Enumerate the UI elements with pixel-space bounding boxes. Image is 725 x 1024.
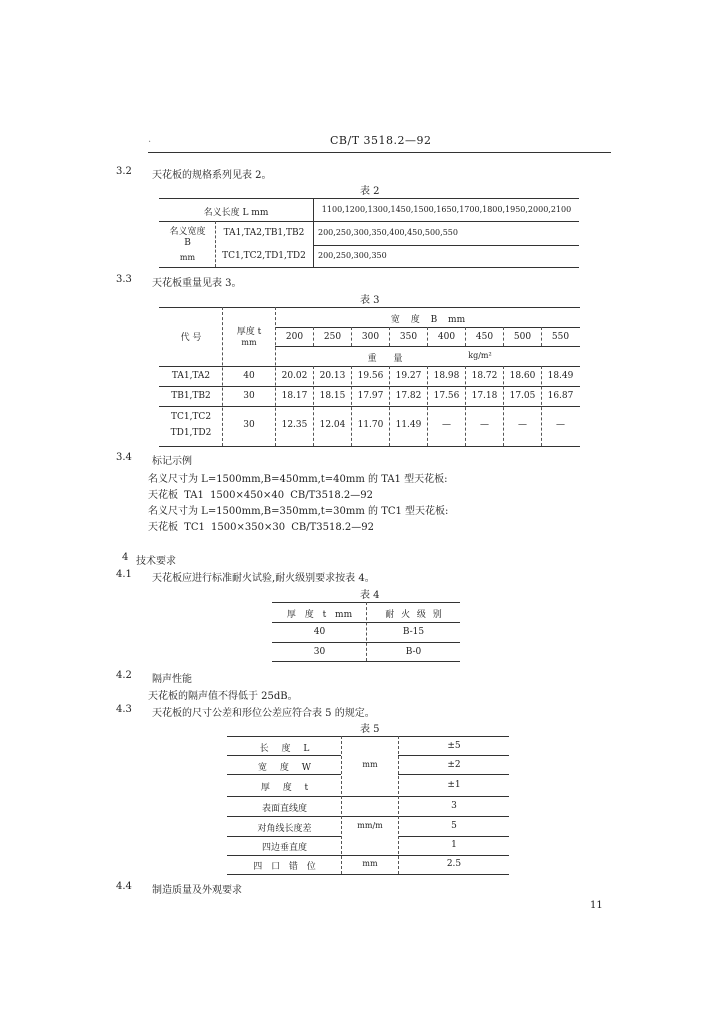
table-5-row3-label: 厚 度 t <box>260 783 309 793</box>
table-3-row3-v4: 11.49 <box>395 420 422 430</box>
table-3-row2-v4: 17.82 <box>395 391 422 401</box>
marking-example-1: 名义尺寸为 L=1500mm,B=450mm,t=40mm 的 TA1 型天花板: <box>148 474 448 485</box>
table-3-row3-v8: — <box>556 420 565 430</box>
table-5-unit-mm-c: mm <box>362 859 378 868</box>
page-number: 11 <box>590 900 603 911</box>
clause-4-4-text: 制造质量及外观要求 <box>152 885 242 896</box>
header-rule <box>148 152 611 153</box>
table-5-row7-label: 四 口 错 位 <box>253 862 316 872</box>
table-3-row2-v6: 17.18 <box>471 391 498 401</box>
table-2-values-c: 200,250,300,350 <box>318 251 387 260</box>
table-3-row3-v1: 12.35 <box>281 420 308 430</box>
table-3-row1-v1: 20.02 <box>281 371 308 381</box>
section-4-number: 4 <box>122 552 129 563</box>
table-3-row1-code: TA1,TA2 <box>171 371 211 381</box>
clause-3-4-title: 标记示例 <box>152 456 192 467</box>
table-3-width-1: 200 <box>285 332 304 342</box>
page-tick: · <box>148 137 152 148</box>
table-5-unit-mm-per-m: mm/m <box>357 821 383 830</box>
table-3-row3-code-a: TC1,TC2 <box>170 412 212 422</box>
table-3-row1-v4: 19.27 <box>395 371 422 381</box>
table-5-row2-value: ±2 <box>447 760 461 770</box>
table-3-row3-v5: — <box>442 420 451 430</box>
table-3-thickness-header: 厚度 t <box>236 327 262 337</box>
table-3-width-3: 300 <box>361 332 380 342</box>
table-4-caption: 表 4 <box>360 590 380 601</box>
table-3-width-8: 550 <box>551 332 570 342</box>
table-3-row2-v1: 18.17 <box>281 391 308 401</box>
table-2-width-unit: mm <box>179 253 196 262</box>
table-4-row2-grade: B-0 <box>405 647 422 657</box>
table-5-row2-label: 宽 度 W <box>258 763 311 773</box>
clause-4-2-text: 天花板的隔声值不得低于 25dB。 <box>148 691 298 702</box>
table-5-row7-value: 2.5 <box>446 859 462 869</box>
table-3-row2-v8: 16.87 <box>547 391 574 401</box>
table-5-row6-value: 1 <box>451 840 457 850</box>
table-5-row1-label: 长 度 L <box>259 744 310 754</box>
table-3-row3-code-b: TD1,TD2 <box>170 428 212 438</box>
table-3-row2-thickness: 30 <box>243 391 255 401</box>
table-2-length-label: 名义长度 L mm <box>203 208 269 218</box>
table-3-caption: 表 3 <box>360 295 380 306</box>
table-2-width-label: 名义宽度 <box>169 227 206 237</box>
table-2-width-symbol: B <box>184 238 191 248</box>
clause-3-4-number: 3.4 <box>116 452 132 463</box>
table-3-width-5: 400 <box>437 332 456 342</box>
clause-3-3-number: 3.3 <box>116 274 132 285</box>
table-5-row1-value: ±5 <box>447 741 461 751</box>
table-4-row1-thickness: 40 <box>313 627 326 637</box>
table-4-row2-thickness: 30 <box>313 647 326 657</box>
clause-3-2-text: 天花板的规格系列见表 2。 <box>152 170 272 181</box>
clause-4-1-number: 4.1 <box>116 569 132 580</box>
table-2-type-c: TC1,TC2,TD1,TD2 <box>222 251 306 261</box>
standard-number: CB/T 3518.2—92 <box>330 134 432 147</box>
table-3-width-header: 宽 度 B mm <box>390 315 466 325</box>
marking-example-3: 名义尺寸为 L=1500mm,B=350mm,t=30mm 的 TC1 型天花板: <box>148 506 449 517</box>
table-5-row4-label: 表面直线度 <box>261 804 307 814</box>
table-5-row5-label: 对角线长度差 <box>257 824 312 834</box>
marking-example-4: 天花板 TC1 1500×350×30 CB/T3518.2—92 <box>148 522 374 533</box>
table-3-thickness-unit: mm <box>241 338 257 347</box>
clause-4-4-number: 4.4 <box>116 881 132 892</box>
section-4-title: 技术要求 <box>136 556 176 567</box>
table-4-grade-header: 耐 火 级 别 <box>385 610 442 620</box>
table-3-row3-v3: 11.70 <box>357 420 384 430</box>
table-2-type-a: TA1,TA2,TB1,TB2 <box>223 228 305 238</box>
marking-example-2: 天花板 TA1 1500×450×40 CB/T3518.2—92 <box>148 490 374 501</box>
table-3-row1-v7: 18.60 <box>509 371 536 381</box>
table-5-unit-mm-a: mm <box>362 760 378 769</box>
table-2-values-a: 200,250,300,350,400,450,500,550 <box>318 228 458 237</box>
table-5-row4-value: 3 <box>451 801 457 811</box>
table-3-row1-thickness: 40 <box>243 371 255 381</box>
table-4-thickness-header: 厚 度 t mm <box>286 610 353 620</box>
table-3-row1-v8: 18.49 <box>547 371 574 381</box>
table-3-width-6: 450 <box>475 332 494 342</box>
table-3-width-7: 500 <box>513 332 532 342</box>
table-5-row5-value: 5 <box>451 821 457 831</box>
table-3-row1-v3: 19.56 <box>357 371 384 381</box>
table-3-row2-v7: 17.05 <box>509 391 536 401</box>
table-3-row2-v5: 17.56 <box>433 391 460 401</box>
table-3-weight-unit: kg/m² <box>468 351 492 360</box>
table-3-row3-thickness: 30 <box>243 420 255 430</box>
table-2-caption: 表 2 <box>360 186 380 197</box>
clause-4-3-number: 4.3 <box>116 704 132 715</box>
clause-4-1-text: 天花板应进行标准耐火试验,耐火级别要求按表 4。 <box>152 573 375 584</box>
clause-3-2-number: 3.2 <box>116 166 132 177</box>
clause-4-3-text: 天花板的尺寸公差和形位公差应符合表 5 的规定。 <box>152 708 375 719</box>
table-5-row6-label: 四边垂直度 <box>261 843 307 853</box>
table-5-caption: 表 5 <box>360 724 380 735</box>
table-3-code-header: 代 号 <box>180 333 202 343</box>
clause-4-2-title: 隔声性能 <box>152 674 192 685</box>
table-3-row2-code: TB1,TB2 <box>171 391 211 401</box>
table-4-row1-grade: B-15 <box>402 627 425 637</box>
table-5-row3-value: ±1 <box>447 780 461 790</box>
table-3-width-4: 350 <box>399 332 418 342</box>
table-3-row3-v7: — <box>518 420 527 430</box>
table-3-row2-v3: 17.97 <box>357 391 384 401</box>
clause-3-3-text: 天花板重量见表 3。 <box>152 278 242 289</box>
table-3-weight-header: 重 量 <box>367 354 403 364</box>
table-3-row1-v2: 20.13 <box>319 371 346 381</box>
table-3-width-2: 250 <box>323 332 342 342</box>
clause-4-2-number: 4.2 <box>116 670 132 681</box>
table-3-row1-v6: 18.72 <box>471 371 498 381</box>
table-3-row3-v6: — <box>480 420 489 430</box>
table-3-row3-v2: 12.04 <box>319 420 346 430</box>
table-2-length-values: 1100,1200,1300,1450,1500,1650,1700,1800,1950,2000,2100 <box>321 205 572 214</box>
table-3-row1-v5: 18.98 <box>433 371 460 381</box>
table-3-row2-v2: 18.15 <box>319 391 346 401</box>
